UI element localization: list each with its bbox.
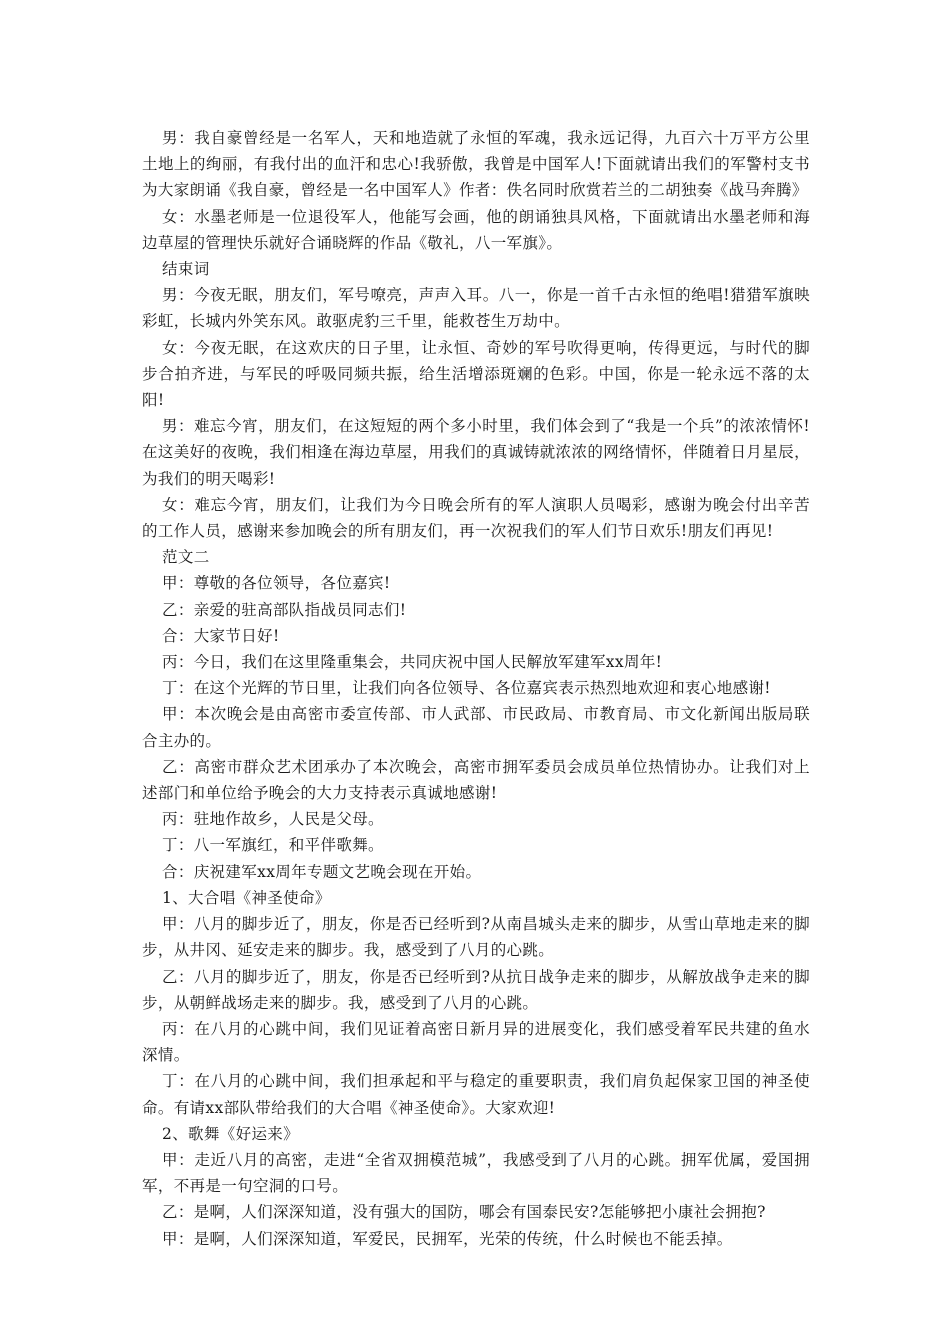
paragraph: 乙：是啊，人们深深知道，没有强大的国防，哪会有国泰民安?怎能够把小康社会拥抱? bbox=[162, 1203, 766, 1222]
paragraph: 丁：在这个光辉的节日里，让我们向各位领导、各位嘉宾表示热烈地欢迎和衷心地感谢! bbox=[162, 679, 771, 698]
paragraph: 女：今夜无眠，在这欢庆的日子里，让永恒、奇妙的军号吹得更响，传得更远，与时代的脚步合拍齐进，与军民的呼吸同频共振，给生活增添斑斓的色彩。中国，你是一轮永远不落的太阳! bbox=[142, 338, 810, 410]
paragraph: 丙：驻地作故乡，人民是父母。 bbox=[162, 810, 384, 829]
paragraph: 男：今夜无眠，朋友们，军号嘹亮，声声入耳。八一，你是一首千古永恒的绝唱!猎猎军旗映彩虹，长城内外笑东风。敢驱虎豹三千里，能救苍生万劫中。 bbox=[142, 286, 810, 331]
paragraph: 丁：在八月的心跳中间，我们担承起和平与稳定的重要职责，我们肩负起保家卫国的神圣使命。有请xx部队带给我们的大合唱《神圣使命》。大家欢迎! bbox=[142, 1072, 810, 1117]
section-heading: 1、大合唱《神圣使命》 bbox=[162, 888, 331, 907]
document-body bbox=[142, 125, 810, 1252]
paragraph: 丙：在八月的心跳中间，我们见证着高密日新月异的进展变化，我们感受着军民共建的鱼水深情。 bbox=[142, 1019, 810, 1065]
section-heading: 范文二 bbox=[162, 548, 210, 567]
paragraph: 女：难忘今宵，朋友们，让我们为今日晚会所有的军人演职人员喝彩，感谢为晚会付出辛苦的工作人员，感谢来参加晚会的所有朋友们，再一次祝我们的军人们节日欢乐!朋友们再见! bbox=[142, 495, 810, 541]
paragraph: 甲：本次晚会是由高密市委宣传部、市人武部、市民政局、市教育局、市文化新闻出版局联合主办的。 bbox=[142, 705, 810, 750]
paragraph: 合：大家节日好! bbox=[162, 626, 280, 645]
paragraph: 男：难忘今宵，朋友们，在这短短的两个多小时里，我们体会到了“我是一个兵”的浓浓情怀!在这美好的夜晚，我们相逢在海边草屋，用我们的真诚铸就浓浓的网络情怀，伴随着日月星辰，为我们的明天喝彩! bbox=[142, 417, 810, 488]
paragraph: 甲：八月的脚步近了，朋友，你是否已经听到?从南昌城头走来的脚步，从雪山草地走来的脚步，从井冈、延安走来的脚步。我，感受到了八月的心跳。 bbox=[142, 915, 810, 960]
paragraph: 女：水墨老师是一位退役军人，他能写会画，他的朗诵独具风格，下面就请出水墨老师和海边草屋的管理快乐就好合诵晓辉的作品《敬礼，八一军旗》。 bbox=[142, 207, 810, 252]
paragraph: 丙：今日，我们在这里隆重集会，共同庆祝中国人民解放军建军xx周年! bbox=[162, 653, 663, 672]
paragraph: 甲：走近八月的高密，走进“全省双拥模范城”，我感受到了八月的心跳。拥军优属，爱国拥军，不再是一句空洞的口号。 bbox=[142, 1150, 810, 1196]
section-heading: 结束词 bbox=[162, 260, 210, 279]
paragraph: 男：我自豪曾经是一名军人，天和地造就了永恒的军魂，我永远记得，九百六十万平方公里土地上的绚丽，有我付出的血汗和忠心!我骄傲，我曾是中国军人!下面就请出我们的军警村支书为大家朗诵《我自豪，曾经是一名中国军人》作者：佚名同时欣赏若兰的二胡独奏《战马奔腾》 bbox=[142, 129, 810, 200]
paragraph: 乙：高密市群众艺术团承办了本次晚会，高密市拥军委员会成员单位热情协办。让我们对上述部门和单位给予晚会的大力支持表示真诚地感谢! bbox=[142, 757, 810, 803]
paragraph: 乙：八月的脚步近了，朋友，你是否已经听到?从抗日战争走来的脚步，从解放战争走来的脚步，从朝鲜战场走来的脚步。我，感受到了八月的心跳。 bbox=[142, 967, 810, 1012]
paragraph: 丁：八一军旗红，和平伴歌舞。 bbox=[162, 836, 384, 855]
section-heading: 2、歌舞《好运来》 bbox=[162, 1124, 300, 1143]
paragraph: 甲：尊敬的各位领导，各位嘉宾! bbox=[162, 574, 391, 593]
paragraph: 乙：亲爱的驻高部队指战员同志们! bbox=[162, 600, 407, 619]
paragraph: 合：庆祝建军xx周年专题文艺晚会现在开始。 bbox=[162, 862, 482, 881]
paragraph: 甲：是啊，人们深深知道，军爱民，民拥军，光荣的传统，什么时候也不能丢掉。 bbox=[162, 1229, 733, 1248]
